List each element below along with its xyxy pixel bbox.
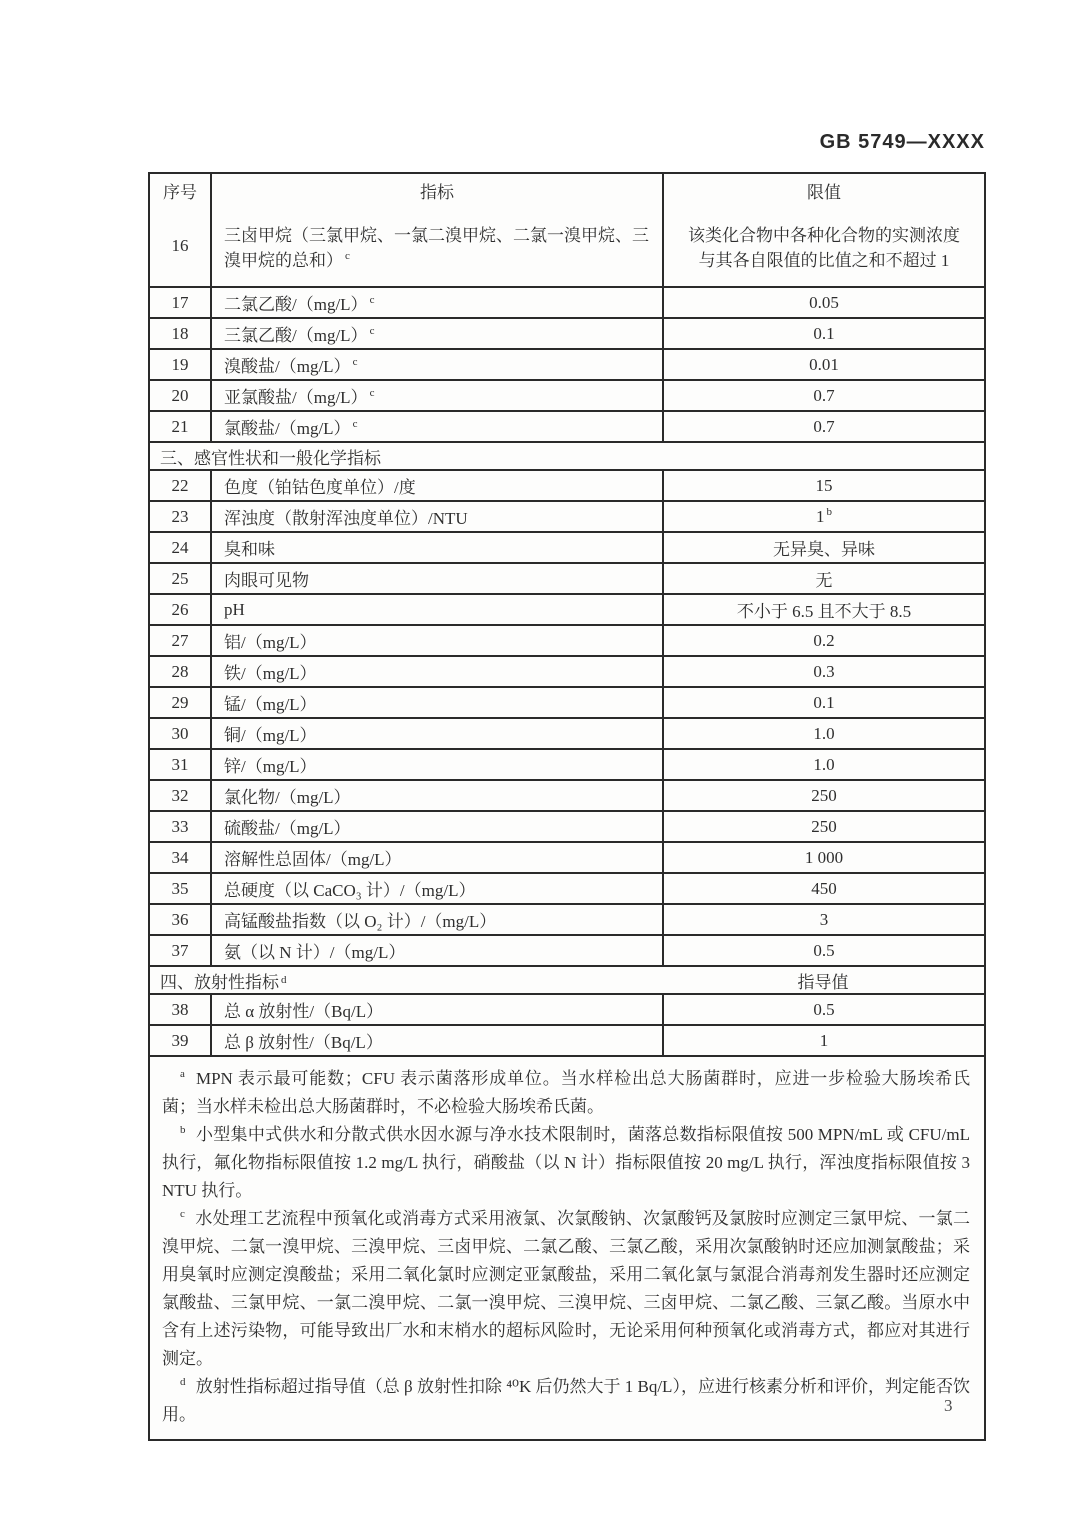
row-number-cell: 27 [150, 626, 212, 655]
indicator-text: 二氯乙酸/（mg/L） $^c$ [224, 294, 375, 314]
row-number-cell: 24 [150, 533, 212, 562]
limit-cell [662, 995, 984, 1024]
indicator-cell [212, 626, 662, 655]
limit-text: 1 [819, 1030, 829, 1050]
limit-text: 无 [815, 571, 833, 590]
limit-text: 0.01 [809, 354, 839, 374]
row-number-cell: 32 [150, 781, 212, 810]
indicator-text: 总 β 放射性/（Bq/L） [224, 1033, 383, 1052]
footnotes [150, 1055, 984, 1439]
table-row [150, 748, 984, 779]
limit-text: 0.5 [813, 999, 835, 1019]
table-row [150, 348, 984, 379]
indicator-cell [212, 319, 662, 348]
row-number-cell: 39 [150, 1026, 212, 1055]
indicator-cell [212, 595, 662, 624]
row-number-cell: 34 [150, 843, 212, 872]
limit-text: 250 [811, 785, 837, 805]
limit-text: 不小于 6.5 且不大于 8.5 [736, 602, 912, 621]
indicator-text: 锌/（mg/L） [224, 757, 317, 776]
indicator-text: 氯化物/（mg/L） [224, 788, 351, 807]
table-row [150, 206, 984, 286]
row-number-cell: 25 [150, 564, 212, 593]
limit-cell [662, 206, 984, 286]
table-row [150, 286, 984, 317]
indicator-text: 铁/（mg/L） [224, 664, 317, 683]
indicator-text: 氯酸盐/（mg/L） $^c$ [224, 418, 358, 438]
indicator-cell [212, 381, 662, 410]
indicator-cell [212, 843, 662, 872]
indicator-cell [212, 905, 662, 934]
indicator-cell [212, 874, 662, 903]
row-number-cell: 22 [150, 471, 212, 500]
table-row [150, 993, 984, 1024]
limit-cell [662, 843, 984, 872]
indicator-text: 高锰酸盐指数（以 O₂ 计）/（mg/L） [224, 912, 497, 931]
indicator-text: 溶解性总固体/（mg/L） [224, 850, 402, 869]
table-row [150, 717, 984, 748]
indicator-text: pH [224, 599, 245, 619]
table-row [150, 469, 984, 500]
indicator-cell [212, 206, 662, 286]
limit-cell [662, 319, 984, 348]
row-number-cell: 18 [150, 319, 212, 348]
indicator-cell [212, 502, 662, 531]
limit-text: 1.0 [813, 723, 835, 743]
limit-text: 0.7 [813, 385, 835, 405]
table-row [150, 593, 984, 624]
row-number-cell: 21 [150, 412, 212, 441]
limit-cell [662, 502, 984, 531]
indicator-text: 锰/（mg/L） [224, 695, 317, 714]
limit-cell [662, 381, 984, 410]
limit-text: 0.05 [809, 292, 839, 312]
indicator-cell [212, 1026, 662, 1055]
table-row [150, 410, 984, 441]
indicator-cell [212, 719, 662, 748]
limit-text: 3 [819, 909, 829, 929]
indicator-cell [212, 471, 662, 500]
limit-text: 0.3 [813, 661, 835, 681]
footnote-ref: b [826, 505, 832, 518]
row-number-cell: 37 [150, 936, 212, 965]
page-number: 3 [944, 1396, 953, 1415]
table-row [150, 841, 984, 872]
row-number-cell: 36 [150, 905, 212, 934]
indicator-text: 溴酸盐/（mg/L） $^c$ [224, 356, 358, 376]
limit-cell [662, 533, 984, 562]
table-row [150, 562, 984, 593]
table-row [150, 624, 984, 655]
footnote-ref: d [180, 1376, 186, 1389]
water-quality-limits-table [148, 172, 986, 1441]
table-header-row [150, 174, 984, 206]
section-label: 四、放射性指标 d [160, 972, 287, 992]
indicator-cell [212, 812, 662, 841]
footnote-ref: c [369, 387, 375, 400]
limit-cell [662, 657, 984, 686]
limit-cell [662, 812, 984, 841]
footnote-ref: a [180, 1068, 185, 1081]
table-row [150, 379, 984, 410]
limit-text: 该类化合物中各种化合物的实测浓度 与其各自限值的比值之和不超过 1 [688, 226, 960, 270]
limit-cell [662, 412, 984, 441]
indicator-cell [212, 564, 662, 593]
indicator-cell [212, 781, 662, 810]
indicator-text: 臭和味 [224, 540, 275, 559]
indicator-text: 三氯乙酸/（mg/L） $^c$ [224, 325, 375, 345]
footnote-ref: c [369, 294, 375, 307]
indicator-text: 铜/（mg/L） [224, 726, 317, 745]
limit-text: 0.2 [813, 630, 835, 650]
row-number-cell: 38 [150, 995, 212, 1024]
footnote: $^d$ 放射性指标超过指导值（总 β 放射性扣除 ⁴⁰K 后仍然大于 1 Bq/L），应进行核素分析和评价，判定能否饮用。 [162, 1376, 970, 1424]
table-row [150, 531, 984, 562]
footnote-ref: b [180, 1124, 186, 1137]
row-number-cell: 35 [150, 874, 212, 903]
limit-text: 0.1 [813, 692, 835, 712]
limit-cell [662, 750, 984, 779]
row-number-cell: 29 [150, 688, 212, 717]
table-row [150, 686, 984, 717]
table-row [150, 934, 984, 965]
footnote-ref: c [352, 356, 358, 369]
indicator-text: 浑浊度（散射浑浊度单位）/NTU [224, 509, 468, 528]
footnote-ref: c [369, 325, 375, 338]
indicator-text: 总硬度（以 CaCO₃ 计）/（mg/L） [224, 881, 476, 900]
row-number-cell: 26 [150, 595, 212, 624]
limit-text: 250 [811, 816, 837, 836]
footnote-ref: c [180, 1208, 185, 1221]
section-limit-label [662, 443, 984, 469]
table-body [150, 206, 984, 1055]
limit-text: 450 [811, 878, 837, 898]
limit-cell [662, 874, 984, 903]
indicator-text: 铝/（mg/L） [224, 633, 317, 652]
limit-cell [662, 564, 984, 593]
limit-cell [662, 595, 984, 624]
limit-cell [662, 781, 984, 810]
section-limit-label: 指导值 [797, 972, 849, 992]
table-row [150, 655, 984, 686]
indicator-cell [212, 412, 662, 441]
indicator-cell [212, 533, 662, 562]
indicator-cell [212, 936, 662, 965]
row-number-cell: 19 [150, 350, 212, 379]
footnote-ref: c [352, 418, 358, 431]
row-number-cell: 16 [150, 206, 212, 286]
section-row [150, 441, 984, 469]
limit-cell [662, 471, 984, 500]
indicator-text: 亚氯酸盐/（mg/L） $^c$ [224, 387, 375, 407]
row-number-cell: 17 [150, 288, 212, 317]
limit-text: 无异臭、异味 [773, 540, 875, 559]
limit-text: 0.1 [813, 323, 835, 343]
row-number-cell: 28 [150, 657, 212, 686]
indicator-cell [212, 350, 662, 379]
indicator-text: 氨（以 N 计）/（mg/L） [224, 943, 406, 962]
table-row [150, 317, 984, 348]
table-row [150, 1024, 984, 1055]
limit-cell [662, 905, 984, 934]
footnote: $^b$ 小型集中式供水和分散式供水因水源与净水技术限制时，菌落总数指标限值按 500 MPN/mL 或 CFU/mL 执行，氟化物指标限值按 1.2 mg/L 执行，硝酸盐（以 N 计）指标限值按 20 mg/L 执行，浑浊度指标限值按 3 NTU 执行。 [162, 1124, 970, 1200]
indicator-cell [212, 288, 662, 317]
doc-code: GB 5749—XXXX [819, 131, 985, 153]
indicator-text: 总 α 放射性/（Bq/L） [224, 1002, 384, 1021]
indicator-cell [212, 750, 662, 779]
limit-text: 15 [815, 475, 833, 495]
row-number-cell: 20 [150, 381, 212, 410]
row-number-cell: 31 [150, 750, 212, 779]
limit-text: 1.0 [813, 754, 835, 774]
limit-cell [662, 350, 984, 379]
indicator-text: 硫酸盐/（mg/L） [224, 819, 351, 838]
limit-cell [662, 288, 984, 317]
limit-text: 0.7 [813, 416, 835, 436]
indicator-text: 色度（铂钴色度单位）/度 [224, 478, 416, 497]
footnote-ref: c [345, 250, 350, 263]
table-row [150, 779, 984, 810]
indicator-text: 三卤甲烷（三氯甲烷、一氯二溴甲烷、二氯一溴甲烷、三溴甲烷的总和） $^c$ [224, 226, 649, 270]
row-number-cell: 30 [150, 719, 212, 748]
limit-cell [662, 626, 984, 655]
limit-cell [662, 1026, 984, 1055]
limit-cell [662, 688, 984, 717]
limit-text: 1 $^b$ [816, 505, 832, 526]
indicator-cell [212, 995, 662, 1024]
indicator-text: 肉眼可见物 [224, 571, 309, 590]
table-row [150, 810, 984, 841]
header-cell-limit: 限值 [662, 174, 984, 206]
section-row [150, 965, 984, 993]
header-cell-indicator: 指标 [420, 182, 454, 202]
table-row [150, 872, 984, 903]
limit-cell [662, 719, 984, 748]
section-label: 三、感官性状和一般化学指标 [160, 448, 381, 468]
limit-text: 0.5 [813, 940, 835, 960]
table-row [150, 903, 984, 934]
footnote: $^c$ 水处理工艺流程中预氧化或消毒方式采用液氯、次氯酸钠、次氯酸钙及氯胺时应测定三氯甲烷、一氯二溴甲烷、二氯一溴甲烷、三溴甲烷、三卤甲烷、二氯乙酸、三氯乙酸，采用次氯酸钠时还应加测氯酸盐；采用臭氧时应测定溴酸盐；采用二氧化氯时应测定亚氯酸盐，采用二氧化氯与氯混合消毒剂发生器时还应测定氯酸盐、三氯甲烷、一氯二溴甲烷、二氯一溴甲烷、三溴甲烷、三卤甲烷、二氯乙酸、三氯乙酸。当原水中含有上述污染物，可能导致出厂水和末梢水的超标风险时，无论采用何种预氧化或消毒方式，都应对其进行测定。 [162, 1208, 970, 1368]
limit-cell [662, 936, 984, 965]
indicator-cell [212, 657, 662, 686]
footnote: $^a$ MPN 表示最可能数；CFU 表示菌落形成单位。当水样检出总大肠菌群时，应进一步检验大肠埃希氏菌；当水样未检出总大肠菌群时，不必检验大肠埃希氏菌。 [162, 1068, 970, 1116]
row-number-cell: 23 [150, 502, 212, 531]
table-row [150, 500, 984, 531]
indicator-cell [212, 688, 662, 717]
limit-text: 1 000 [804, 847, 844, 867]
header-cell-no: 序号 [150, 174, 212, 206]
row-number-cell: 33 [150, 812, 212, 841]
